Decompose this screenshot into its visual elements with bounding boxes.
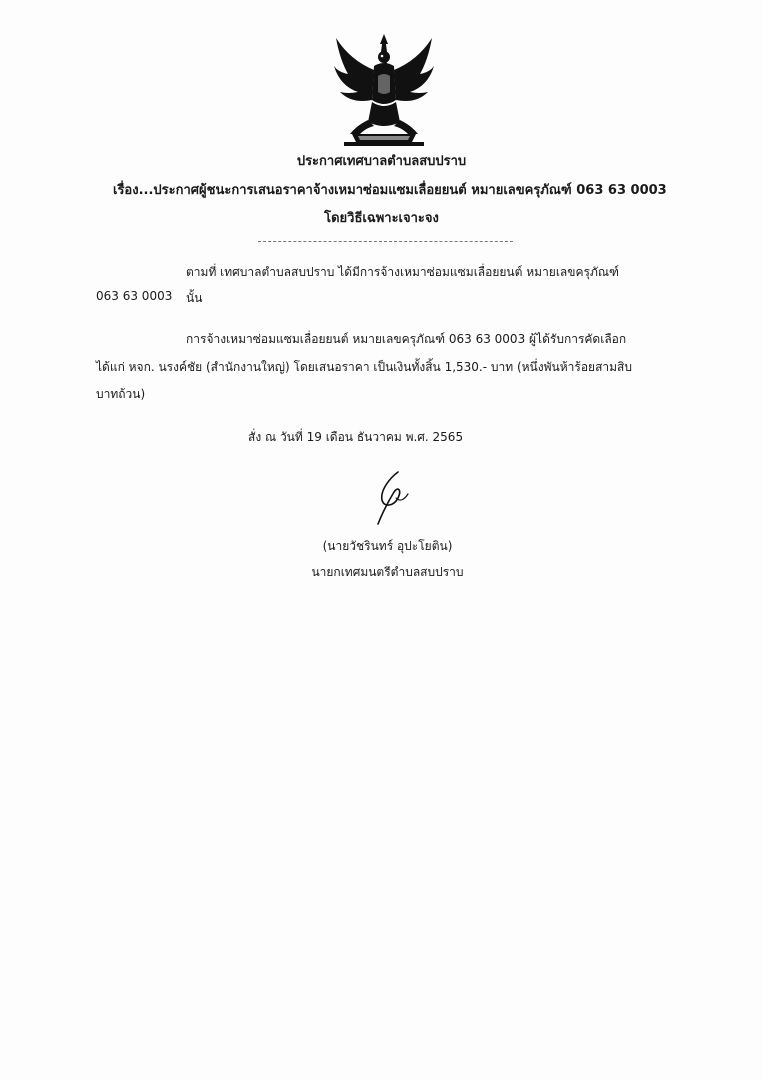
handwritten-signature [368,468,418,528]
paragraph-1-end: นั้น [186,291,203,305]
document-title: ประกาศเทศบาลตำบลสบปราบ [296,154,467,169]
paragraph-1-code: 063 63 0003 [96,289,173,303]
paragraph-2-line-3: บาทถ้วน) [96,387,146,401]
order-date: สั่ง ณ วันที่ 19 เดือน ธันวาคม พ.ศ. 2565 [248,430,464,444]
document-subject: เรื่อง...ประกาศผู้ชนะการเสนอราคาจ้างเหมาซ่อมแซมเลื่อยยนต์ หมายเลขครุภัณฑ์ 063 63 0003 [113,183,667,198]
paragraph-1-line-1: ตามที่ เทศบาลตำบลสบปราบ ได้มีการจ้างเหมาซ่อมแซมเลื่อยยนต์ หมายเลขครุภัณฑ์ [186,265,619,279]
signatory-name: (นายวัชรินทร์ อุปะโยติน) [322,539,453,553]
paragraph-2-line-2: ได้แก่ หจก. นรงค์ชัย (สำนักงานใหญ่) โดยเสนอราคา เป็นเงินทั้งสิ้น 1,530.- บาท (หนึ่งพันห้าร้อยสามสิบ [96,360,632,374]
garuda-emblem-icon [330,30,438,148]
signatory-position: นายกเทศมนตรีตำบลสบปราบ [311,565,464,579]
paragraph-2-line-1: การจ้างเหมาซ่อมแซมเลื่อยยนต์ หมายเลขครุภัณฑ์ 063 63 0003 ผู้ได้รับการคัดเลือก [186,332,627,346]
procurement-method: โดยวิธีเฉพาะเจาะจง [324,211,439,226]
divider-line [258,241,513,242]
